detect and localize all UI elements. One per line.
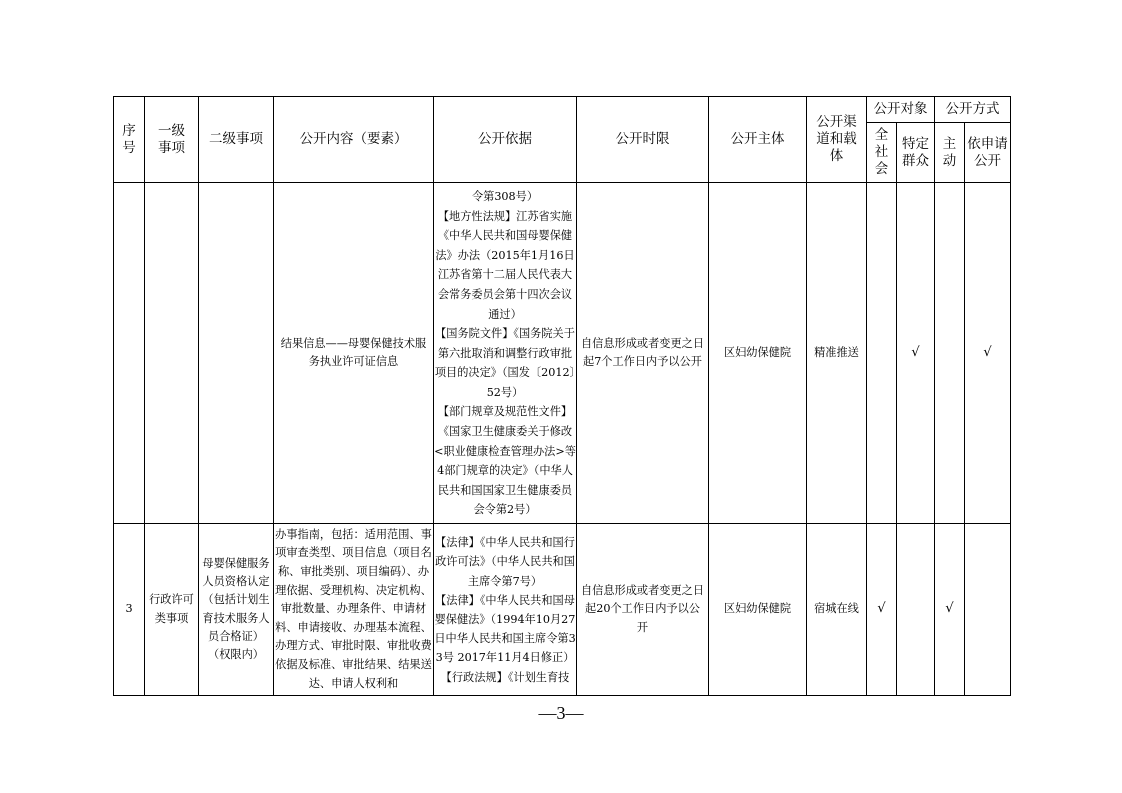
header-seq: 序 号 bbox=[114, 97, 145, 183]
cell-basis: 【法律】《中华人民共和国行政许可法》（中华人民共和国主席令第7号） 【法律】《中华人民共和国母婴保健法》（1994年10月27日中华人民共和国主席令第33号 2017年11月4日修正） 【行政法规】《计划生育技 bbox=[434, 524, 577, 696]
cell-target-all: √ bbox=[867, 524, 897, 696]
table-row bbox=[114, 524, 1011, 696]
header-channel: 公开渠 道和载 体 bbox=[807, 97, 867, 183]
cell-target-all bbox=[867, 183, 897, 524]
page-number: —3— bbox=[538, 703, 584, 723]
header-target-all: 全 社 会 bbox=[867, 123, 897, 183]
cell-subject: 区妇幼保健院 bbox=[709, 183, 807, 524]
cell-level2: 母婴保健服务人员资格认定（包括计划生育技术服务人员合格证）（权限内） bbox=[199, 524, 274, 696]
cell-level1: 行政许可类事项 bbox=[145, 524, 199, 696]
cell-seq bbox=[114, 183, 145, 524]
header-row-top bbox=[114, 97, 1011, 123]
cell-method-active: √ bbox=[935, 524, 965, 696]
cell-channel: 宿城在线 bbox=[807, 524, 867, 696]
cell-target-specific bbox=[897, 524, 935, 696]
header-method-request: 依申请 公开 bbox=[965, 123, 1011, 183]
cell-method-request bbox=[965, 524, 1011, 696]
cell-time-limit: 自信息形成或者变更之日起7个工作日内予以公开 bbox=[577, 183, 709, 524]
disclosure-table bbox=[113, 96, 1011, 696]
cell-level2 bbox=[199, 183, 274, 524]
cell-target-specific: √ bbox=[897, 183, 935, 524]
header-time-limit: 公开时限 bbox=[577, 97, 709, 183]
cell-basis: 令第308号） 【地方性法规】江苏省实施《中华人民共和国母婴保健法》办法（2015年1月16日江苏省第十二届人民代表大会常务委员会第十四次会议通过） 【国务院文件】《国务院关于第六批取消和调整行政审批项目的决定》（国发〔2012〕52号） 【部门规章及规范性文件】《国家卫生健康委关于修改<职业健康检查管理办法>等4部门规章的决定》（中华人民共和国国家卫生健康委员会令第2号） bbox=[434, 183, 577, 524]
header-level1: 一级 事项 bbox=[145, 97, 199, 183]
header-level2: 二级事项 bbox=[199, 97, 274, 183]
cell-content-text: 结果信息——母婴保健技术服务执业许可证信息 bbox=[280, 336, 427, 368]
cell-time-limit: 自信息形成或者变更之日起20个工作日内予以公开 bbox=[577, 524, 709, 696]
header-basis: 公开依据 bbox=[434, 97, 577, 183]
cell-subject: 区妇幼保健院 bbox=[709, 524, 807, 696]
header-target-group: 公开对象 bbox=[867, 97, 935, 123]
cell-level1 bbox=[145, 183, 199, 524]
cell-channel: 精准推送 bbox=[807, 183, 867, 524]
header-content: 公开内容（要素） bbox=[274, 97, 434, 183]
header-method-group: 公开方式 bbox=[935, 97, 1011, 123]
cell-content: 办事指南，包括：适用范围、事项审查类型、项目信息（项目名称、审批类别、项目编码）、办理依据、受理机构、决定机构、审批数量、办理条件、申请材料、申请接收、办理基本流程、办理方式、审批时限、审批收费依据及标准、审批结果、结果送达、申请人权利和 bbox=[274, 524, 434, 696]
cell-content bbox=[274, 183, 434, 524]
header-target-specific: 特定 群众 bbox=[897, 123, 935, 183]
cell-seq: 3 bbox=[114, 524, 145, 696]
header-subject: 公开主体 bbox=[709, 97, 807, 183]
table-row bbox=[114, 183, 1011, 524]
cell-method-request: √ bbox=[965, 183, 1011, 524]
cell-method-active bbox=[935, 183, 965, 524]
header-method-active: 主 动 bbox=[935, 123, 965, 183]
